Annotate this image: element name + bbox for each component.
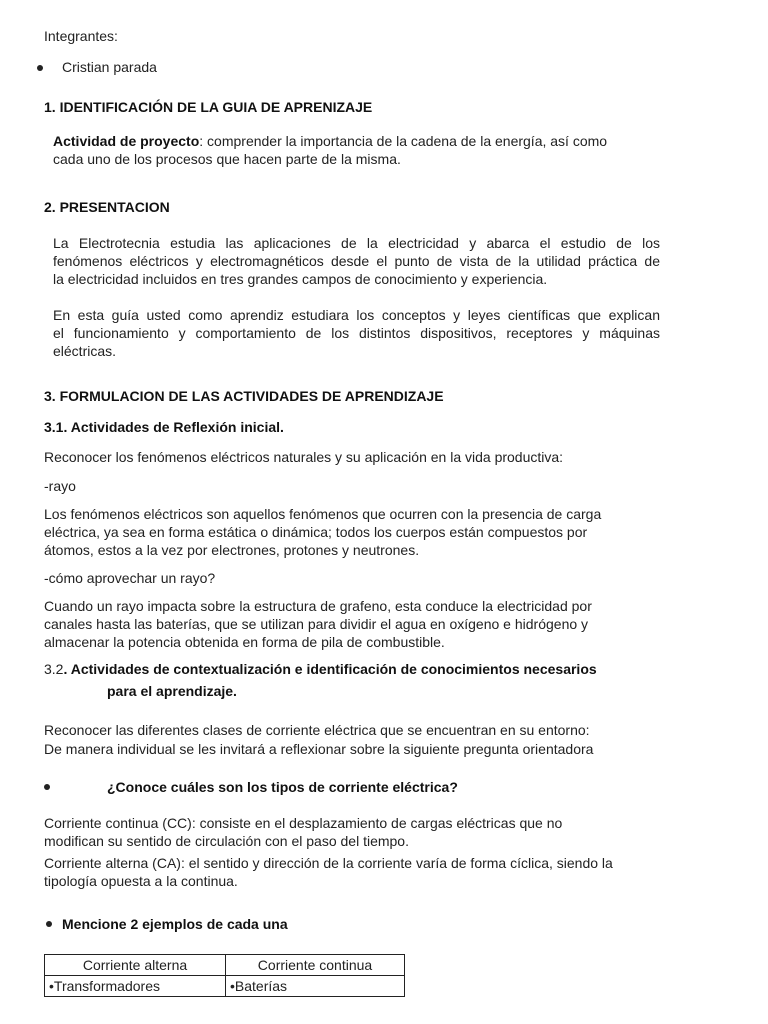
activity-text: : comprender la importancia de la cadena de la energía, así como — [199, 133, 608, 149]
fenomenos-line: Los fenómenos eléctricos son aquellos fenómenos que ocurren con la presencia de carga — [44, 506, 602, 522]
presentation-p2-line: En esta guía usted como aprendiz estudiara los conceptos y leyes científicas que explican — [53, 307, 660, 323]
presentation-p2-line: el funcionamiento y comportamiento de los distintos dispositivos, receptores y máquinas — [53, 325, 660, 341]
subsection-3-2-title-line2: para el aprendizaje. — [107, 683, 237, 699]
bullet-icon — [46, 921, 52, 927]
subsection-3-2-title: . Actividades de contextualización e identificación de conocimientos necesarios — [63, 661, 597, 677]
bullet-icon: • — [49, 978, 54, 994]
ca-definition-line: Corriente alterna (CA): el sentido y dirección de la corriente varía de forma cíclica, siendo la — [44, 855, 613, 871]
fenomenos-line: átomos, estos a la vez por electrones, protones y neutrones. — [44, 542, 420, 558]
table-header-row — [45, 955, 405, 976]
cc-definition-line: modifican su sentido de circulación con el paso del tiempo. — [44, 833, 409, 849]
grafeno-line: Cuando un rayo impacta sobre la estructura de grafeno, esta conduce la electricidad por — [44, 598, 592, 614]
mencione-text: Mencione 2 ejemplos de cada una — [62, 916, 288, 932]
recognize-text: Reconocer los fenómenos eléctricos naturales y su aplicación en la vida productiva: — [44, 449, 564, 465]
activity-text-line2: cada uno de los procesos que hacen parte de la misma. — [53, 151, 401, 167]
subsection-3-1-heading: 3.1. Actividades de Reflexión inicial. — [44, 419, 284, 435]
fenomenos-line: eléctrica, ya sea en forma estática o dinámica; todos los cuerpos están compuestos por — [44, 524, 588, 540]
rayo-text: -rayo — [44, 478, 76, 494]
section2-heading: 2. PRESENTACION — [44, 199, 170, 215]
table-cell-text: Baterías — [234, 978, 288, 994]
presentation-p1-line: la electricidad incluidos en tres grandes campos de conocimiento y experiencia. — [53, 271, 548, 287]
de-manera-text: De manera individual se les invitará a reflexionar sobre la siguiente pregunta orientadora — [44, 741, 594, 757]
bullet-icon — [37, 65, 43, 71]
reconocer-clases-text: Reconocer las diferentes clases de corriente eléctrica que se encuentran en su entorno: — [44, 722, 590, 738]
table-cell — [226, 976, 405, 997]
table-cell-text: Transformadores — [53, 978, 160, 994]
ca-definition-line: tipología opuesta a la continua. — [44, 873, 238, 889]
grafeno-line: canales hasta las baterías, que se utilizan para dividir el agua en oxígeno e hidrógeno y — [44, 616, 589, 632]
table-header-cell: Corriente continua — [226, 955, 405, 976]
member-name: Cristian parada — [62, 59, 157, 75]
section3-heading: 3. FORMULACION DE LAS ACTIVIDADES DE APRENDIZAJE — [44, 388, 444, 404]
subsection-3-2-heading — [44, 661, 597, 677]
aprovechar-text: -cómo aprovechar un rayo? — [44, 570, 216, 586]
table-cell — [45, 976, 226, 997]
activity-paragraph — [53, 132, 607, 150]
section1-heading: 1. IDENTIFICACIÓN DE LA GUIA DE APRENIZAJE — [44, 99, 373, 115]
grafeno-line: almacenar la potencia obtenida en forma de pila de combustible. — [44, 634, 445, 650]
activity-label: Actividad de proyecto — [53, 133, 200, 149]
table-header-cell: Corriente alterna — [45, 955, 226, 976]
bullet-icon — [44, 784, 50, 790]
presentation-p2-line: eléctricas. — [53, 343, 117, 359]
presentation-p1-line: La Electrotecnia estudia las aplicaciones de la electricidad y abarca el estudio de los — [53, 235, 660, 251]
question-text: ¿Conoce cuáles son los tipos de corriente eléctrica? — [107, 779, 458, 795]
table-row — [45, 976, 405, 997]
bullet-icon: • — [230, 978, 235, 994]
presentation-p1-line: fenómenos eléctricos y electromagnéticos desde el punto de vista de la utilidad práctica de — [53, 253, 660, 269]
subsection-3-2-number: 3.2 — [44, 661, 64, 677]
integrantes-label: Integrantes: — [44, 28, 118, 44]
cc-definition-line: Corriente continua (CC): consiste en el desplazamiento de cargas eléctricas que no — [44, 815, 563, 831]
examples-table — [44, 954, 405, 997]
